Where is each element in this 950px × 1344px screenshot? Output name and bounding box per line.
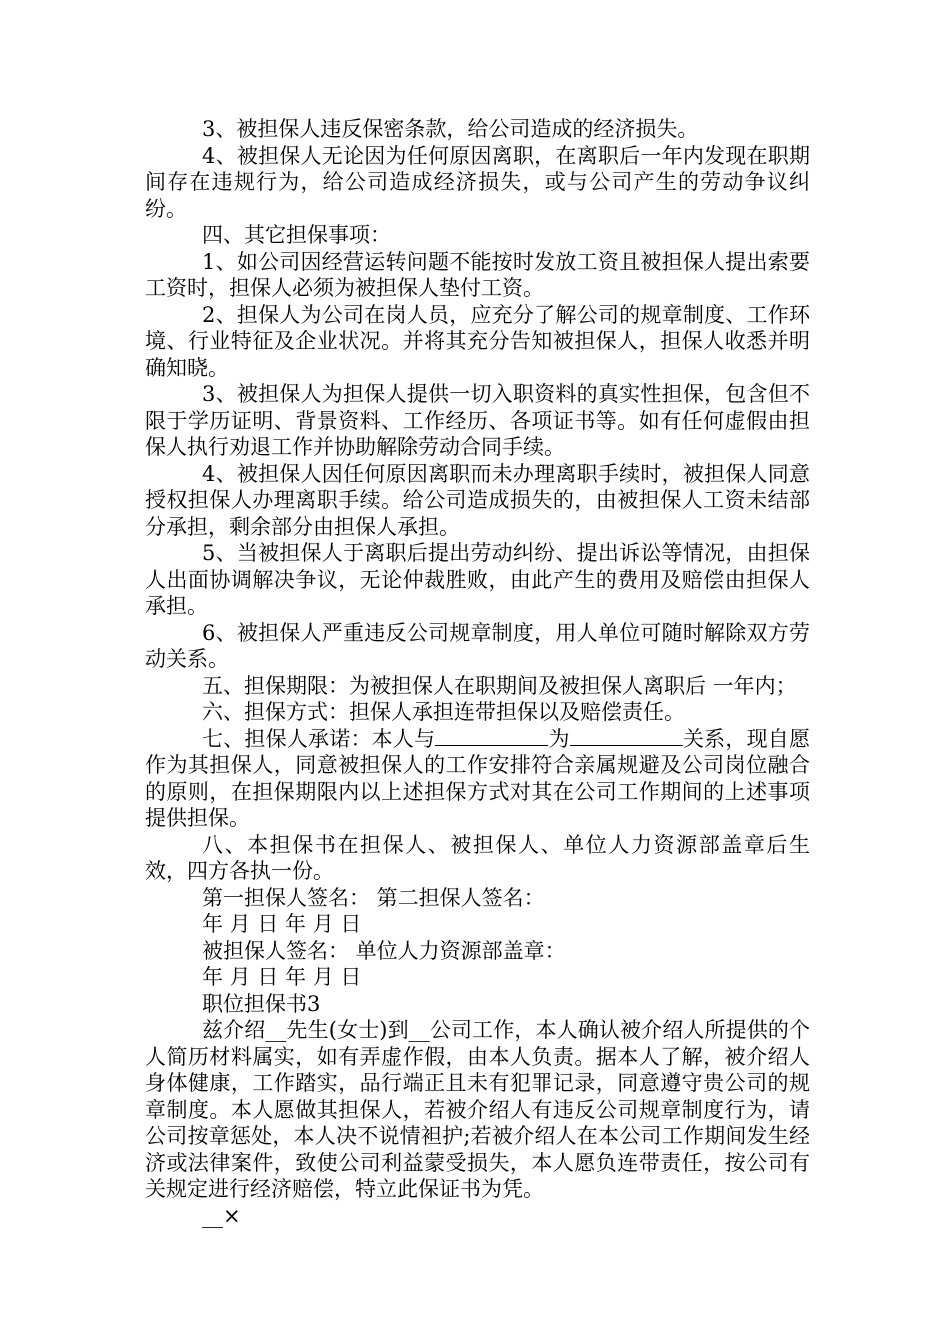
other-item-3: 3、被担保人为担保人提供一切入职资料的真实性担保，包含但不限于学历证明、背景资料、工作经历、各项证书等。如有任何虚假由担保人执行劝退工作并协助解除劳动合同手续。	[145, 382, 810, 459]
other-item-5: 5、当被担保人于离职后提出劳动纠纷、提出诉讼等情况，由担保人出面协调解决争议，无论仲裁胜败，由此产生的费用及赔偿由担保人承担。	[145, 541, 810, 618]
guarantor-signatures: 第一担保人签名： 第二担保人签名：	[202, 885, 545, 910]
signature-placeholder: __×	[202, 1203, 241, 1228]
clause-3-confidentiality: 3、被担保人违反保密条款，给公司造成的经济损失。	[202, 117, 699, 141]
signature-date-2: 年 月 日 年 月 日	[202, 965, 362, 989]
guaranteed-hr-signatures: 被担保人签名： 单位人力资源部盖章：	[202, 938, 566, 963]
promise-text-a: 七、担保人承诺：本人与	[202, 726, 436, 751]
promise-text-c: 关系，现自愿作为其担保人，同意被担保人的工作安排符合亲属规避及公司岗位融合的原则，在担保期限内以上述担保方式对其在公司工作期间的上述事项提供担保。	[145, 726, 811, 830]
signature-date-1: 年 月 日 年 月 日	[202, 912, 362, 936]
section-6-guarantee-method: 六、担保方式：担保人承担连带担保以及赔偿责任。	[202, 700, 685, 724]
other-item-2: 2、担保人为公司在岗人员，应充分了解公司的规章制度、工作环境、行业特征及企业状况。并将其充分告知被担保人，担保人收悉并明确知晓。	[145, 302, 810, 380]
section-5-guarantee-period: 五、担保期限：为被担保人在职期间及被担保人离职后 一年内；	[202, 673, 797, 698]
section-7-guarantor-promise	[145, 726, 810, 832]
promise-text-b: 为	[548, 726, 570, 751]
section-4-heading: 四、其它担保事项：	[202, 223, 391, 247]
other-item-6: 6、被担保人严重违反公司规章制度，用人单位可随时解除双方劳动关系。	[145, 620, 810, 671]
other-item-1: 1、如公司因经营运转问题不能按时发放工资且被担保人提出索要工资时，担保人必须为被担保人垫付工资。	[145, 249, 810, 300]
document-3-title: 职位担保书3	[202, 991, 321, 1016]
document-body	[145, 116, 810, 1229]
relation-blank-2[interactable]	[570, 727, 683, 746]
introduction-letter-body: 兹介绍__先生(女士)到__公司工作，本人确认被介绍人所提供的个人简历材料属实，如有弄虚作假，由本人负责。据本人了解，被介绍人身体健康，工作踏实，品行端正且未有犯罪记录，同意遵守贵公司的规章制度。本人愿做其担保人，若被介绍人有违反公司规章制度行为，请公司按章惩处，本人决不说情袒护;若被介绍人在本公司工作期间发生经济或法律案件，致使公司利益蒙受损失，本人愿负连带责任，按公司有关规定进行经济赔偿，特立此保证书为凭。	[145, 1018, 810, 1201]
other-item-4: 4、被担保人因任何原因离职而未办理离职手续时，被担保人同意授权担保人办理离职手续。给公司造成损失的，由被担保人工资未结部分承担，剩余部分由担保人承担。	[145, 461, 810, 539]
section-8-effectiveness: 八、本担保书在担保人、被担保人、单位人力资源部盖章后生效，四方各执一份。	[145, 832, 810, 883]
relation-blank-1[interactable]	[435, 727, 548, 746]
clause-4-post-resignation: 4、被担保人无论因为任何原因离职，在离职后一年内发现在职期间存在违规行为，给公司造成经济损失，或与公司产生的劳动争议纠纷。	[145, 143, 810, 221]
